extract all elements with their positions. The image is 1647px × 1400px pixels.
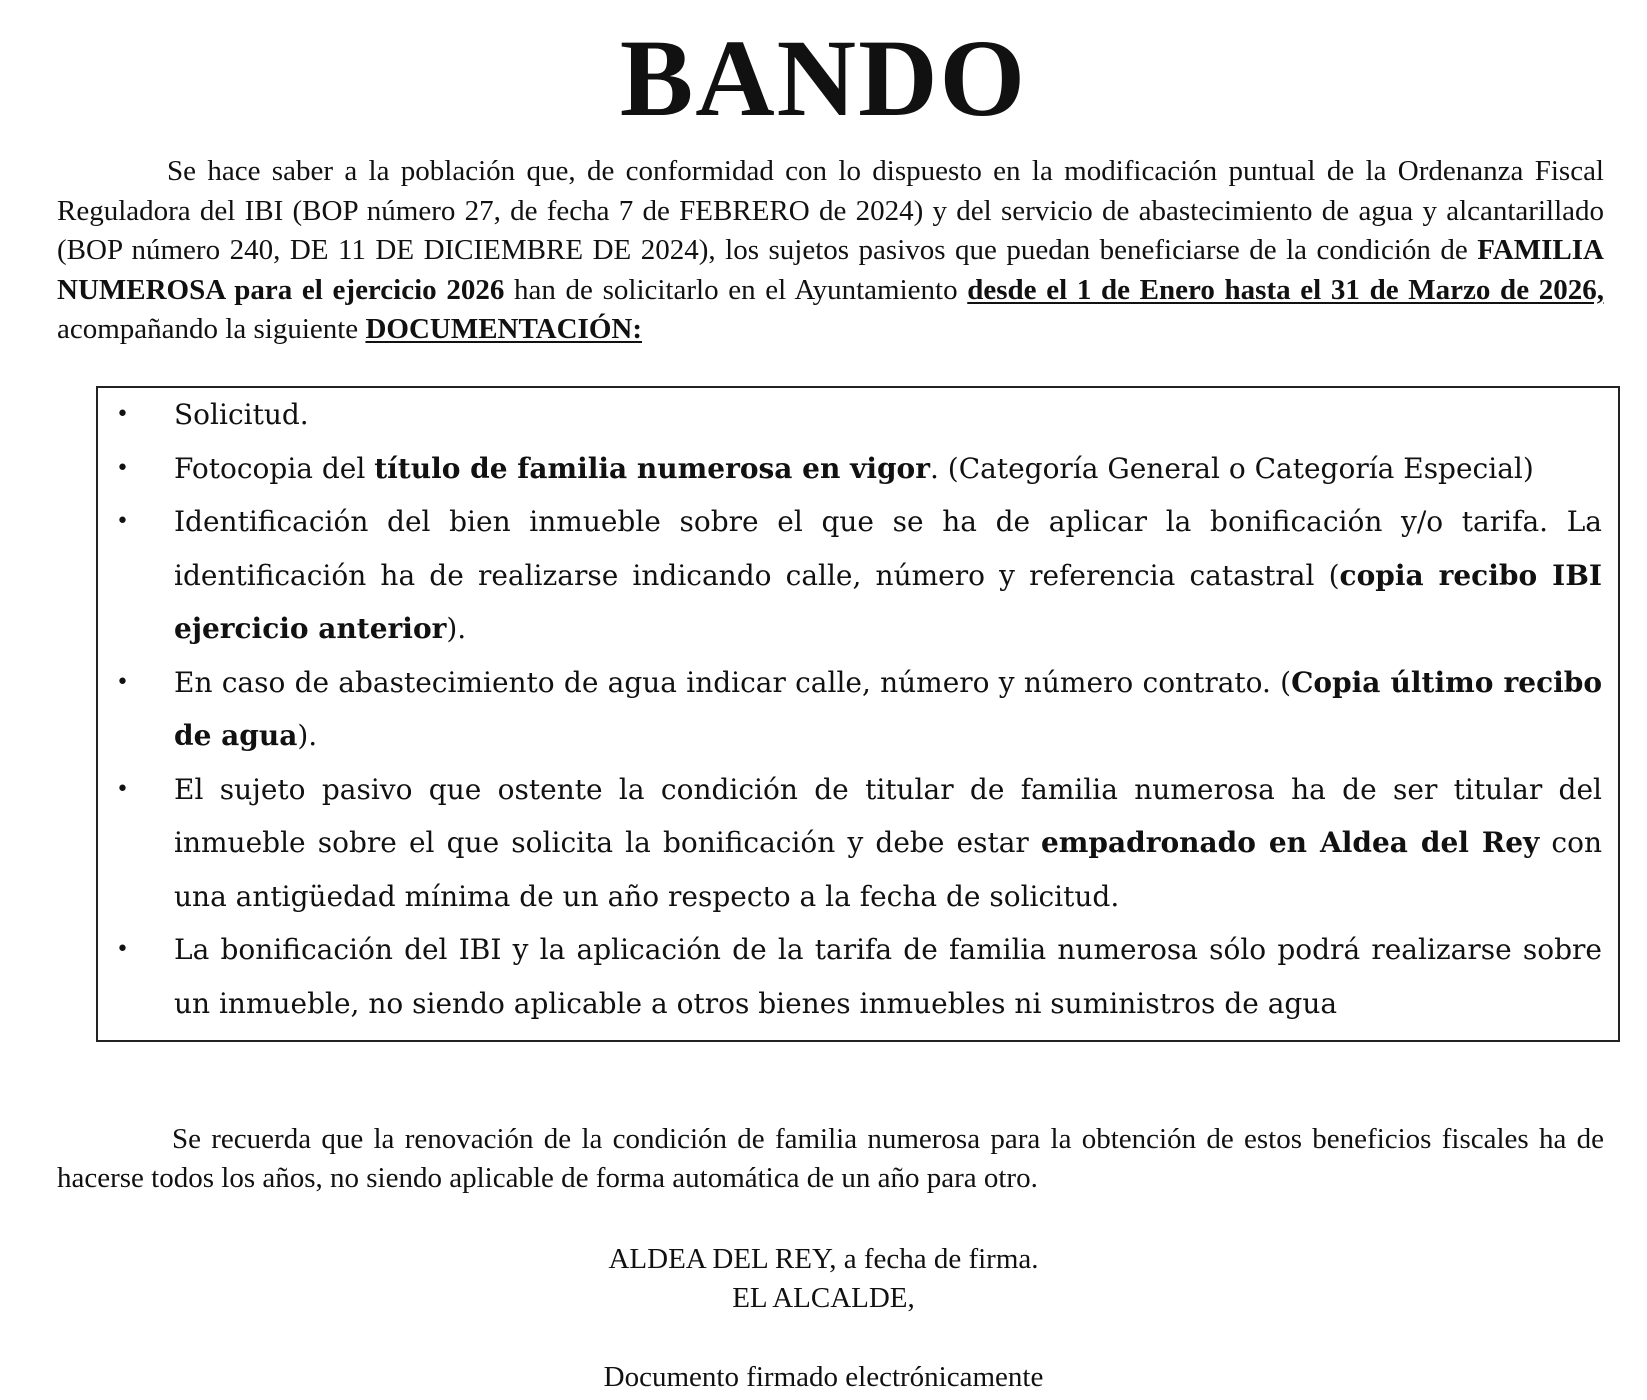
- signature-note: Documento firmado electrónicamente: [603, 1361, 1044, 1393]
- item-bold-text: empadronado en Aldea del Rey: [1040, 826, 1540, 859]
- item-text: Solicitud.: [174, 398, 309, 431]
- bullet-icon: •: [116, 937, 129, 962]
- item-text: Fotocopia del: [174, 451, 375, 485]
- documentation-box: [96, 386, 1620, 1042]
- item-text: El sujeto pasivo que ostente la condición de titular de familia numerosa ha de ser titular del inmueble sobre el que solicita la bonificación y debe estar: [174, 772, 1602, 859]
- list-item: [98, 923, 1618, 1030]
- signature-role: EL ALCALDE,: [732, 1282, 915, 1314]
- bullet-icon: •: [116, 455, 129, 481]
- intro-deadline: desde el 1 de Enero hasta el 31 de Marzo de 2026,: [967, 273, 1604, 306]
- item-text: ).: [446, 612, 467, 645]
- intro-bold-familia: FAMILIA NUMEROSA para el ejercicio 2026: [57, 234, 1604, 306]
- list-item: [98, 388, 1618, 442]
- bullet-icon: •: [116, 776, 129, 802]
- item-bold-text: título de familia numerosa en vigor: [374, 451, 930, 485]
- list-item: [98, 763, 1618, 924]
- intro-text-1: Se hace saber a la población que, de conformidad con lo dispuesto en la modificación puntual de la Ordenanza Fiscal Reguladora del IBI (BOP número 27, de fecha 7 de FEBRERO de 2024) y del servicio de abastecimiento de agua y alcantarillado (BOP número 240, DE 11 DE DICIEMBRE DE 2024), los sujetos pasivos que puedan beneficiarse de la condición de: [57, 155, 1604, 266]
- page-title: BANDO: [619, 17, 1028, 139]
- intro-documentacion-label: DOCUMENTACIÓN:: [365, 313, 642, 345]
- bullet-icon: •: [116, 402, 129, 427]
- intro-paragraph: [57, 152, 1604, 350]
- list-item: [98, 656, 1618, 763]
- list-item: [98, 495, 1618, 656]
- documentation-list: [98, 388, 1618, 1030]
- signature-place-date: ALDEA DEL REY, a fecha de firma.: [608, 1243, 1039, 1275]
- item-text: ).: [297, 719, 318, 752]
- item-bold-text: Copia último recibo de agua: [174, 665, 1603, 752]
- intro-text-2: han de solicitarlo en el Ayuntamiento: [504, 273, 968, 306]
- item-text: Identificación del bien inmueble sobre el que se ha de aplicar la bonificación y/o tarifa. La identificación ha de realizarse indicando calle, número y referencia catastral (: [174, 505, 1602, 592]
- bullet-icon: •: [116, 669, 129, 695]
- item-text: En caso de abastecimiento de agua indicar calle, número y número contrato. (: [174, 665, 1292, 699]
- list-item: [98, 442, 1618, 496]
- reminder-paragraph: Se recuerda que la renovación de la condición de familia numerosa para la obtención de estos beneficios fiscales ha de hacerse todos los años, no siendo aplicable de forma automática de un año para otro.: [57, 1123, 1604, 1194]
- intro-text-3: acompañando la siguiente: [57, 313, 366, 345]
- item-text: La bonificación del IBI y la aplicación de la tarifa de familia numerosa sólo podrá realizarse sobre un inmueble, no siendo aplicable a otros bienes inmuebles ni suministros de agua: [174, 933, 1602, 1020]
- item-text: . (Categoría General o Categoría Especial): [929, 451, 1534, 485]
- bullet-icon: •: [116, 509, 129, 534]
- item-bold-text: copia recibo IBI ejercicio anterior: [174, 558, 1602, 645]
- item-text: con una antigüedad mínima de un año respecto a la fecha de solicitud.: [174, 826, 1602, 913]
